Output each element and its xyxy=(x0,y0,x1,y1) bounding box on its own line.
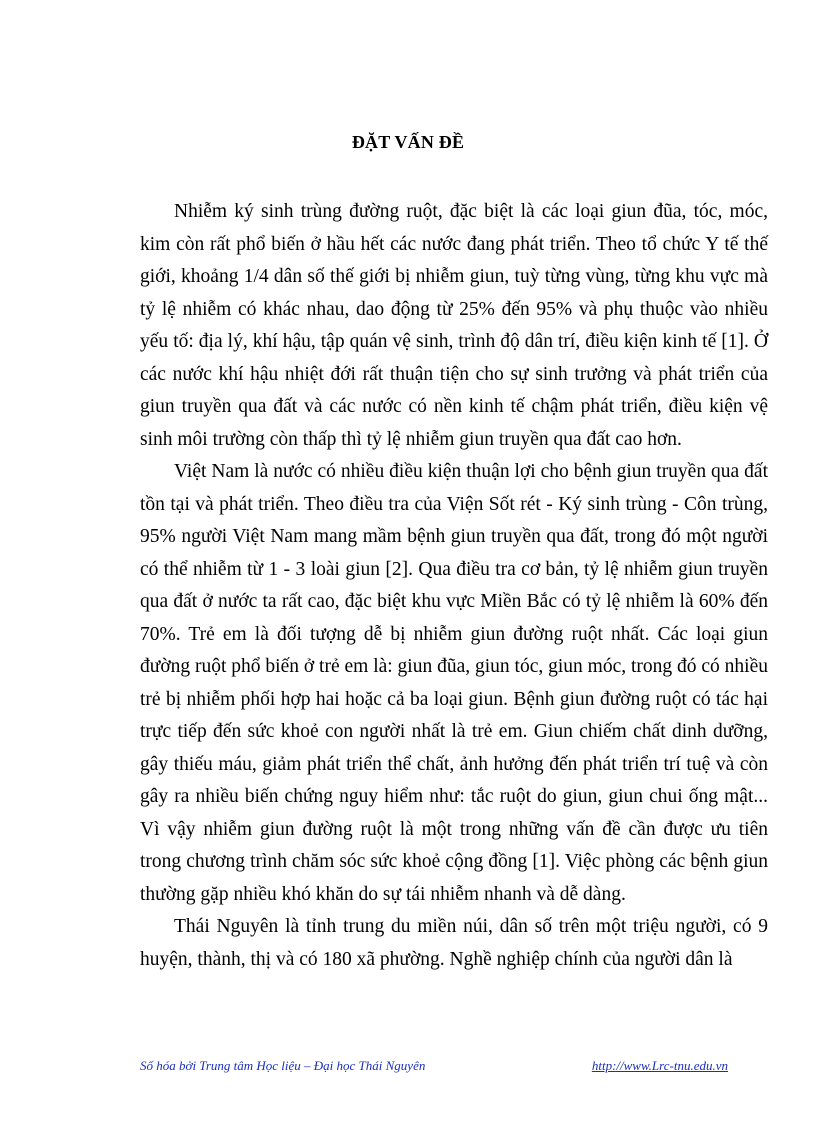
paragraph-2: Việt Nam là nước có nhiều điều kiện thuận lợi cho bệnh giun truyền qua đất tồn tại và phát triển. Theo điều tra của Viện Sốt rét - Ký sinh trùng - Côn trùng, 95% người Việt Nam mang mầm bệnh giun truyền qua đất, trong đó một người có thể nhiễm từ 1 - 3 loài giun [2]. Qua điều tra cơ bản, tỷ lệ nhiễm giun truyền qua đất ở nước ta rất cao, đặc biệt khu vực Miền Bắc có tỷ lệ nhiễm là 60% đến 70%. Trẻ em là đối tượng dễ bị nhiễm giun đường ruột nhất. Các loại giun đường ruột phổ biến ở trẻ em là: giun đũa, giun tóc, giun móc, trong đó có nhiều trẻ bị nhiễm phối hợp hai hoặc cả ba loại giun. Bệnh giun đường ruột có tác hại trực tiếp đến sức khoẻ con người nhất là trẻ em. Giun chiếm chất dinh dưỡng, gây thiếu máu, giảm phát triển thể chất, ảnh hưởng đến phát triển trí tuệ và còn gây ra nhiều biến chứng nguy hiểm như: tắc ruột do giun, giun chui ống mật... Vì vậy nhiễm giun đường ruột là một trong những vấn đề cần được ưu tiên trong chương trình chăm sóc sức khoẻ cộng đồng [1]. Việc phòng các bệnh giun thường gặp nhiều khó khăn do sự tái nhiễm nhanh và dễ dàng. xyxy=(140,461,768,905)
paragraph-1: Nhiễm ký sinh trùng đường ruột, đặc biệt là các loại giun đũa, tóc, móc, kim còn rất phổ biến ở hầu hết các nước đang phát triển. Theo tổ chức Y tế thế giới, khoảng 1/4 dân số thế giới bị nhiễm giun, tuỳ từng vùng, từng khu vực mà tỷ lệ nhiễm có khác nhau, dao động từ 25% đến 95% và phụ thuộc vào nhiều yếu tố: địa lý, khí hậu, tập quán vệ sinh, trình độ dân trí, điều kiện kinh tế [1]. Ở các nước khí hậu nhiệt đới rất thuận tiện cho sự sinh trưởng và phát triển của giun truyền qua đất và các nước có nền kinh tế chậm phát triển, điều kiện vệ sinh môi trường còn thấp thì tỷ lệ nhiễm giun truyền qua đất cao hơn. xyxy=(140,201,768,450)
page-footer xyxy=(140,1058,728,1074)
document-body xyxy=(140,196,768,976)
footer-url-link[interactable]: http://www.Lrc-tnu.edu.vn xyxy=(591,1058,728,1073)
footer-credit: Số hóa bởi Trung tâm Học liệu – Đại học Thái Nguyên xyxy=(140,1058,426,1073)
page-title: ĐẶT VẤN ĐỀ xyxy=(351,132,465,152)
paragraph-3: Thái Nguyên là tỉnh trung du miền núi, dân số trên một triệu người, có 9 huyện, thành, thị và có 180 xã phường. Nghề nghiệp chính của người dân là xyxy=(140,916,768,970)
